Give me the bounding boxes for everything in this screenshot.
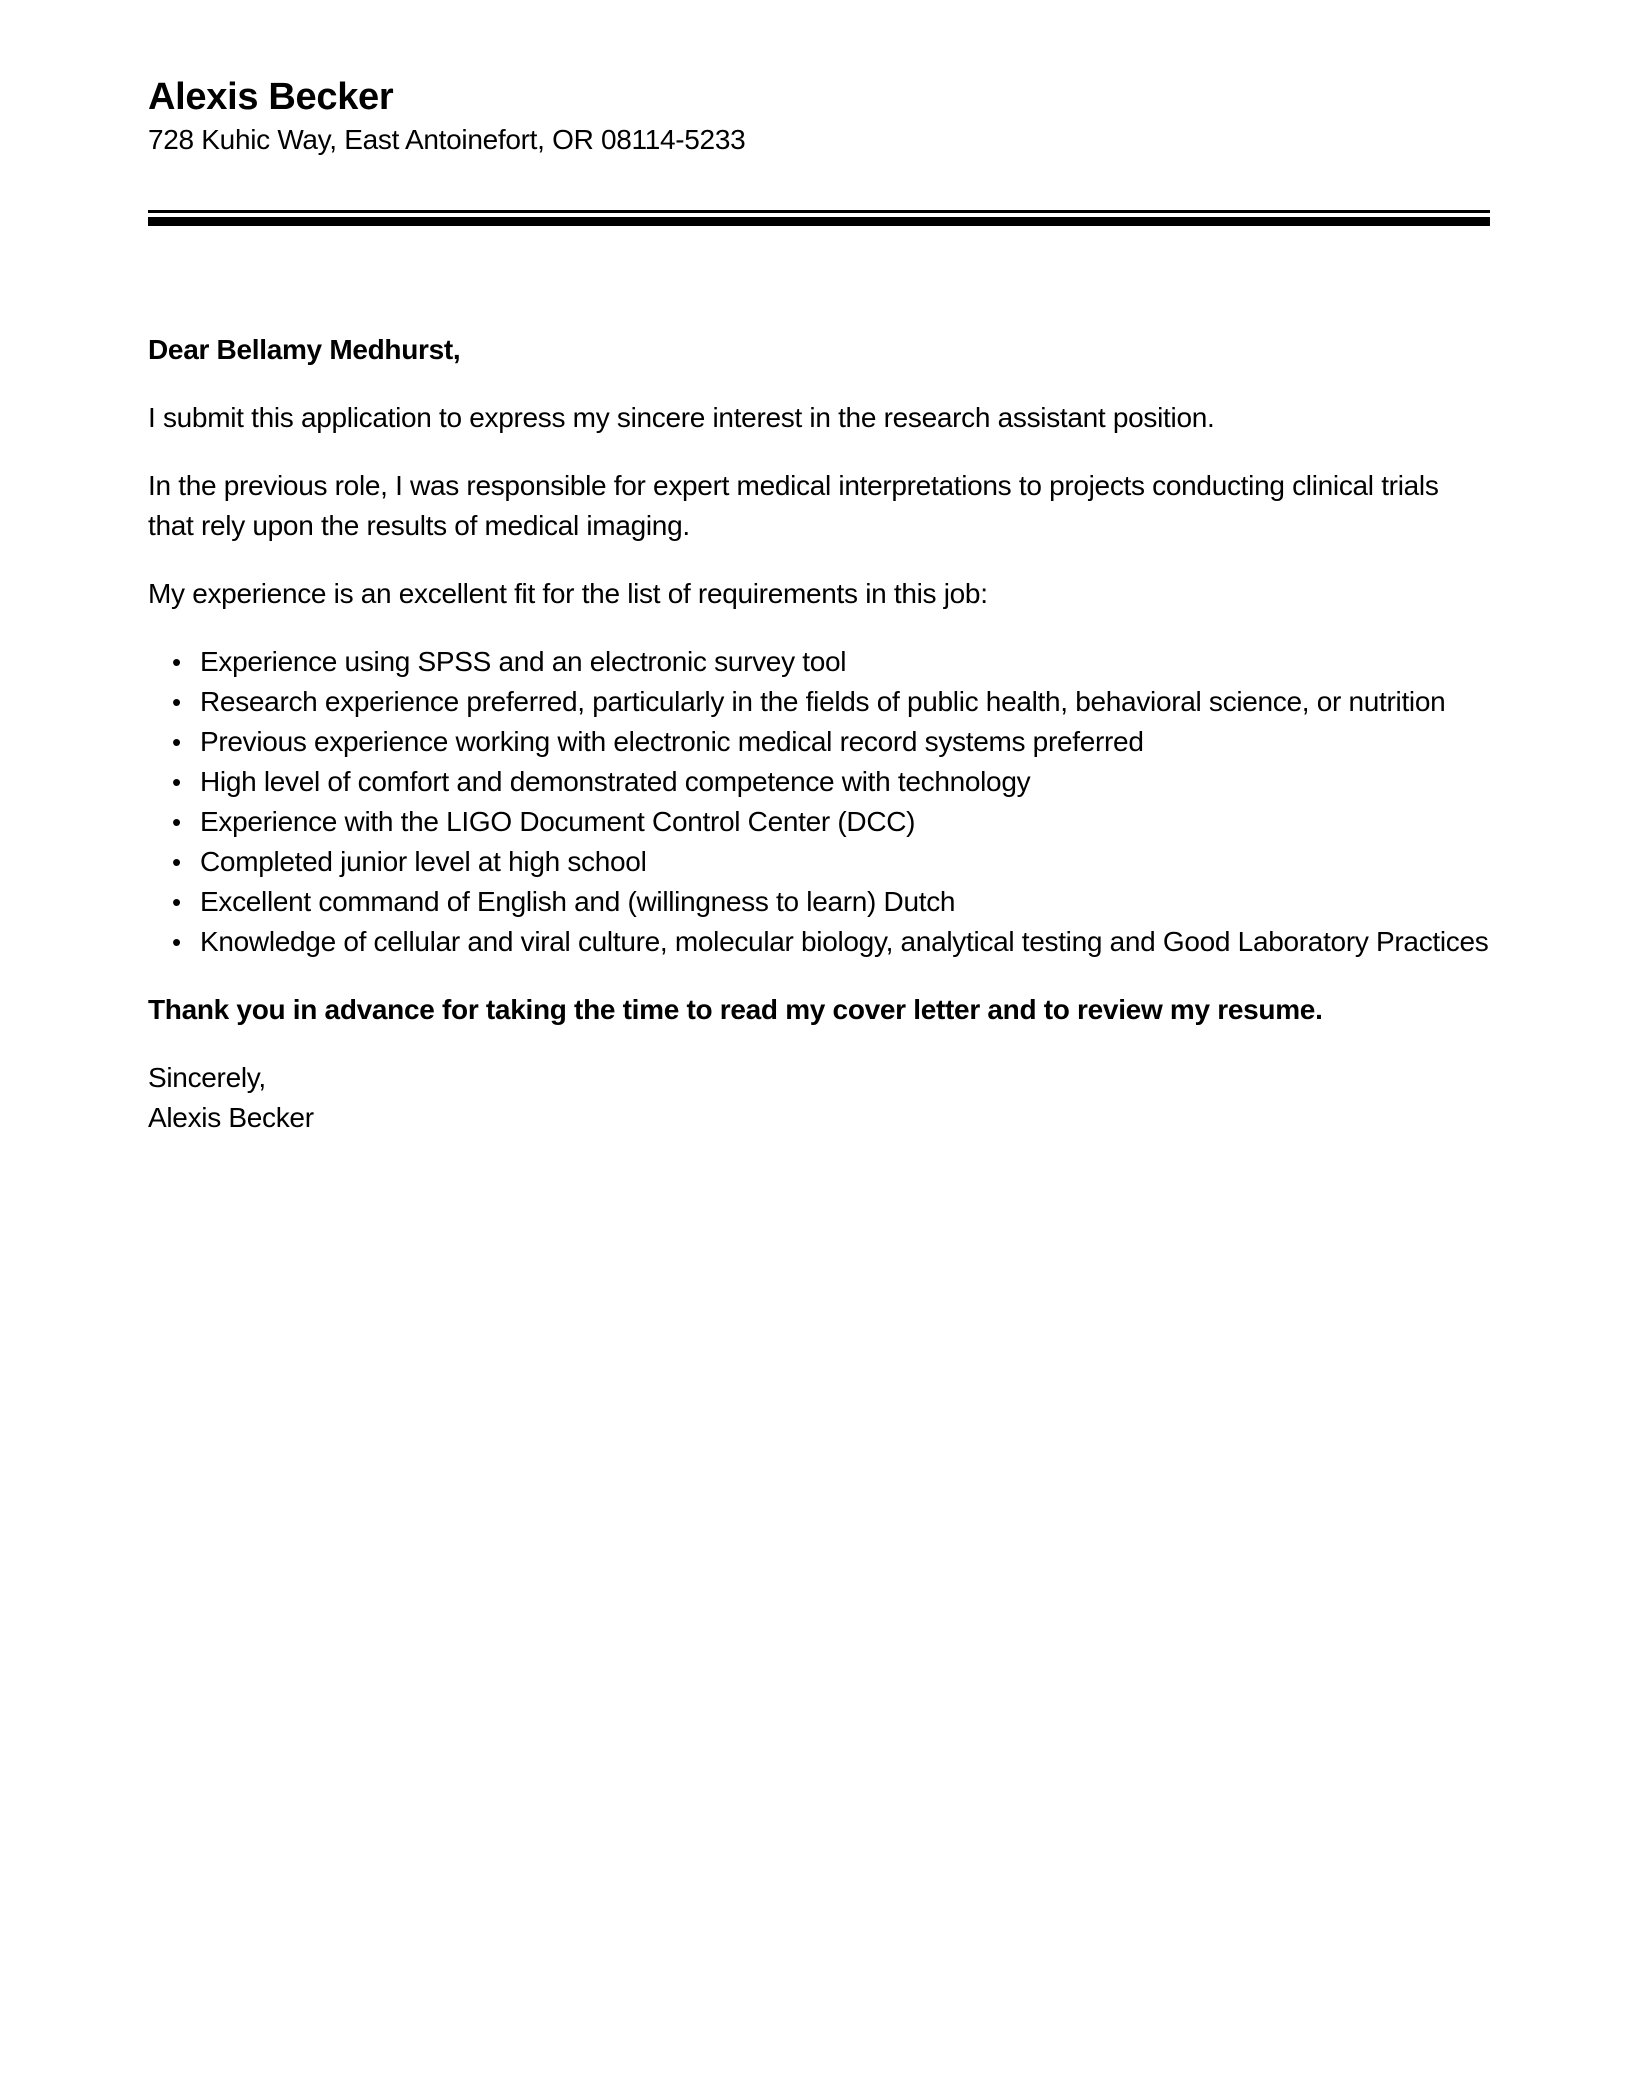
requirement-item <box>148 722 1490 762</box>
paragraph-previous-role: In the previous role, I was responsible for expert medical interpretations to projects conducting clinical trials that rely upon the results of medical imaging. <box>148 470 1439 541</box>
requirement-item <box>148 922 1490 962</box>
greeting: Dear Bellamy Medhurst, <box>148 334 461 365</box>
signoff: Sincerely, <box>148 1062 266 1093</box>
signature-name: Alexis Becker <box>148 1102 314 1133</box>
bullet-icon: • <box>172 847 181 877</box>
signoff-block <box>148 1058 1490 1138</box>
sender-address: 728 Kuhic Way, East Antoinefort, OR 08114-5233 <box>148 124 746 155</box>
bullet-icon: • <box>172 647 181 677</box>
closing-thanks-line: Thank you in advance for taking the time to read my cover letter and to review my resume. <box>148 994 1323 1025</box>
requirement-text: Experience with the LIGO Document Control Center (DCC) <box>200 806 916 837</box>
requirement-item <box>148 802 1490 842</box>
bullet-icon: • <box>172 887 181 917</box>
bullet-icon: • <box>172 927 181 957</box>
requirement-item <box>148 642 1490 682</box>
divider-thick-rule <box>148 217 1490 226</box>
bullet-icon: • <box>172 727 181 757</box>
requirement-text: Completed junior level at high school <box>200 846 647 877</box>
paragraph-experience-fit: My experience is an excellent fit for the list of requirements in this job: <box>148 578 988 609</box>
bullet-icon: • <box>172 687 181 717</box>
requirements-list <box>148 642 1490 962</box>
requirement-item <box>148 882 1490 922</box>
requirement-item <box>148 762 1490 802</box>
bullet-icon: • <box>172 767 181 797</box>
header-divider <box>148 210 1490 226</box>
requirement-text: Experience using SPSS and an electronic survey tool <box>200 646 847 677</box>
letter-header <box>148 74 1490 226</box>
requirement-text: Knowledge of cellular and viral culture, molecular biology, analytical testing and Good Laboratory Practices <box>200 926 1489 957</box>
requirement-text: Excellent command of English and (willingness to learn) Dutch <box>200 886 956 917</box>
paragraph-interest: I submit this application to express my sincere interest in the research assistant position. <box>148 402 1215 433</box>
requirement-text: Previous experience working with electronic medical record systems preferred <box>200 726 1144 757</box>
letter-body <box>148 330 1490 1138</box>
sender-name: Alexis Becker <box>148 76 394 118</box>
bullet-icon: • <box>172 807 181 837</box>
requirement-text: Research experience preferred, particularly in the fields of public health, behavioral science, or nutrition <box>200 686 1446 717</box>
requirement-item <box>148 842 1490 882</box>
requirement-text: High level of comfort and demonstrated competence with technology <box>200 766 1031 797</box>
requirement-item <box>148 682 1490 722</box>
